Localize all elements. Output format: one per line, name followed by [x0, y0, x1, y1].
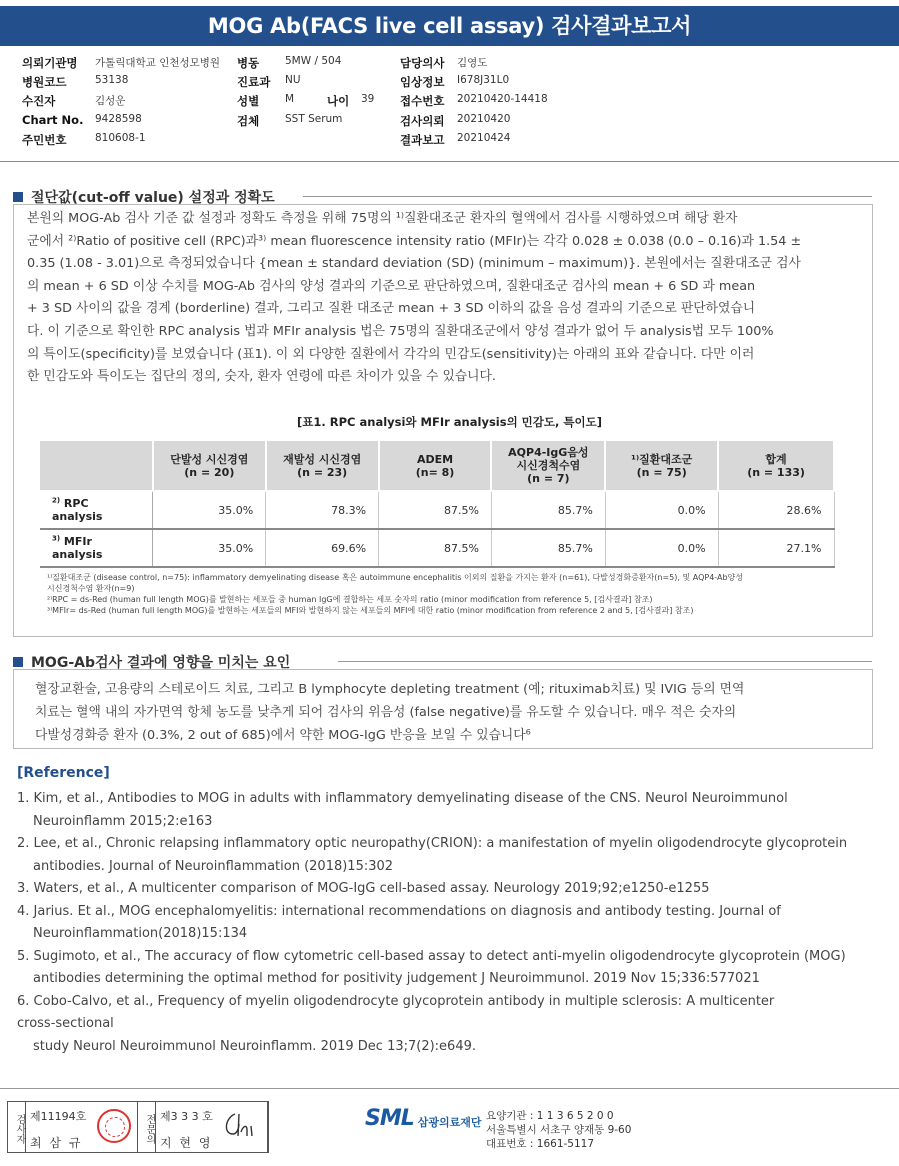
info-label: 의뢰기관명 [22, 56, 78, 70]
header-line: 단발성 시신경염 [170, 452, 249, 466]
table-header [153, 441, 266, 491]
inspector-license: 제11194호 [30, 1110, 87, 1123]
header-line: (n= 8) [415, 465, 455, 479]
table-row [40, 529, 834, 567]
reference-line: study Neurol Neuroimmunol Neuroinflamm. 2019 Dec 13;7(2):e649. [33, 1038, 477, 1054]
company-logo [365, 1106, 482, 1131]
age-value: 39 [361, 93, 375, 105]
paragraph-line: 의 mean + 6 SD 이상 수치를 MOG-Ab 검사의 양성 결과의 기준으로 판단하였으며, 질환대조군 검사의 mean + 6 SD 과 mean [27, 278, 756, 294]
table-caption: [표1. RPC analysi와 MFIr analysis의 민감도, 특이도] [297, 415, 602, 429]
reference-line: Neuroinflammation(2018)15:134 [33, 926, 248, 941]
reference-line: 6. Cobo-Calvo, et al., Frequency of myelin oligodendrocyte glycoprotein antibody in multiple sclerosis: A multicenter [17, 993, 775, 1009]
logo-name: 삼광의료재단 [417, 1115, 482, 1129]
paragraph-line: 한 민감도와 특이도는 집단의 정의, 숫자, 환자 연령에 따른 차이가 있을 수 있습니다. [27, 369, 496, 385]
header-line: 시신경척수염 [516, 459, 581, 472]
info-label: 검사의뢰 [400, 114, 445, 128]
footnote: ²⁾RPC = ds-Red (human full length MOG)를 발현하는 세포들 중 human IgG에 결합하는 세포 숫자의 ratio (minor modification from reference 5, [검사결과] 참조) [47, 595, 653, 604]
paragraph-line: + 3 SD 사이의 값을 경계 (borderline) 결과, 그리고 질환 대조군 mean + 3 SD 이하의 값을 음성 결과의 기준으로 판단하였습니 [27, 301, 756, 317]
specialist-license: 제3 3 3 호 [160, 1110, 213, 1123]
header-line: (n = 75) [636, 465, 687, 479]
reference-line: antibodies. Journal of Neuroinflammation (2018)15:302 [33, 858, 394, 874]
info-label: 병동 [237, 56, 260, 70]
logo-mark: SML [365, 1106, 414, 1131]
reference-list [17, 788, 847, 1058]
table-cell: 27.1% [718, 529, 834, 567]
org-line: 서울특별시 서초구 양재동 9-60 [486, 1124, 632, 1136]
table-header [266, 441, 379, 491]
table-header-row [40, 441, 834, 491]
table-header [718, 441, 834, 491]
divider [0, 161, 899, 162]
header-line: (n = 7) [527, 472, 570, 485]
table-row [40, 491, 834, 529]
header-line: (n = 23) [297, 465, 348, 479]
table-cell: 35.0% [153, 491, 266, 529]
signature-icon [221, 1110, 257, 1140]
info-value: M [285, 93, 295, 105]
reference-line: cross-sectional [17, 1016, 114, 1031]
info-label: 임상정보 [400, 75, 445, 89]
table-cell: 87.5% [379, 491, 492, 529]
table-cell: 85.7% [491, 491, 605, 529]
table-header-empty [40, 441, 153, 491]
section-heading-text: 절단값(cut-off value) 설정과 정확도 [31, 190, 275, 206]
table-cell: 87.5% [379, 529, 492, 567]
square-bullet-icon [13, 657, 23, 667]
table-header [379, 441, 492, 491]
info-label: 접수번호 [400, 94, 445, 108]
paragraph-line: 0.35 (1.08 - 3.01)으로 측정되었습니다 {mean ± standard deviation (SD) (minimum – maximum)}. 본원에서는 질환대조군 검사 [27, 256, 801, 272]
age-label: 나이 [327, 94, 350, 108]
info-value: 20210420-14418 [457, 93, 548, 105]
header-line: (n = 133) [747, 465, 805, 479]
table-cell: 69.6% [266, 529, 379, 567]
org-line: 대표번호 : 1661-5117 [486, 1138, 595, 1150]
report-title: MOG Ab(FACS live cell assay) 검사결과보고서 [0, 6, 899, 46]
info-value: 20210420 [457, 113, 511, 125]
table-cell: 78.3% [266, 491, 379, 529]
table-footnotes [47, 572, 743, 616]
info-value: 20210424 [457, 132, 511, 144]
inspector-label: 검사자 [8, 1102, 26, 1152]
table-cell: 35.0% [153, 529, 266, 567]
row-label [40, 491, 153, 529]
header-line: 재발성 시신경염 [283, 452, 362, 466]
header-line: 합계 [765, 452, 787, 466]
info-value: 김영도 [457, 57, 488, 69]
footnote-marker: 3) [52, 534, 61, 543]
paragraph-line: 치료는 혈액 내의 자가면역 항체 농도를 낮추게 되어 검사의 위음성 (false negative)를 유도할 수 있습니다. 매우 적은 숫자의 [35, 705, 737, 720]
paragraph-line: 다. 이 기준으로 확인한 RPC analysis 법과 MFIr analysis 법은 75명의 질환대조군에서 양성 결과가 없어 두 analysis법 모두 100% [27, 323, 774, 339]
footnote: ³⁾MFIr= ds-Red (human full length MOG)를 발현하는 세포들의 MFI와 발현하지 않는 세포들의 MFI에 대한 ratio (minor modification from reference 2 and 5, [검사결과] 참조) [47, 606, 694, 615]
reference-heading: [Reference] [17, 765, 110, 781]
reference-line: Neuroinflamm 2015;2:e163 [33, 813, 213, 829]
inspector-cell [26, 1102, 138, 1152]
footer-divider [0, 1088, 899, 1089]
section-heading-text: MOG-Ab검사 결과에 영향을 미치는 요인 [31, 655, 291, 671]
row-label [40, 529, 153, 567]
reference-line: 1. Kim, et al., Antibodies to MOG in adults with inflammatory demyelinating disease of the CNS. Neurol Neuroimmunol [17, 791, 788, 806]
info-value: SST Serum [285, 113, 343, 125]
info-value: 53138 [95, 74, 129, 86]
info-value: 김성운 [95, 95, 126, 107]
specialist-name: 지 현 영 [160, 1136, 213, 1150]
info-value: 5MW / 504 [285, 55, 342, 67]
header-line: ¹⁾질환대조군 [631, 452, 693, 466]
info-label: 병원코드 [22, 75, 67, 89]
paragraph-line: 혈장교환술, 고용량의 스테로이드 치료, 그리고 B lymphocyte depleting treatment (예; rituximab치료) 및 IVIG 등의 면역 [35, 682, 745, 697]
reference-line: 3. Waters, et al., A multicenter comparison of MOG-IgG cell-based assay. Neurology 2019;92;e1250-e1255 [17, 881, 710, 896]
footnote-marker: 2) [52, 496, 61, 505]
section-rule [303, 196, 872, 197]
seal-stamp-icon [97, 1109, 131, 1143]
table-header [491, 441, 605, 491]
reference-line: 4. Jarius. Et al., MOG encephalomyelitis: international recommendations on diagnosis and antibody testing. Journal of [17, 903, 781, 919]
info-value: 가톨릭대학교 인천성모병원 [95, 57, 221, 69]
organization-info [486, 1109, 631, 1151]
info-value: 9428598 [95, 113, 142, 125]
info-label: 주민번호 [22, 133, 67, 147]
sensitivity-table [40, 441, 835, 568]
footnote: ¹⁾질환대조군 (disease control, n=75): inflammatory demyelinating disease 혹은 autoimmune encephalitis 이외의 질환을 가지는 환자 (n=61), 다발성경화증환자(n=5), 및 AQP4-Ab양성 [47, 573, 743, 582]
specialist-cell [156, 1102, 268, 1152]
info-label: 검체 [237, 114, 260, 128]
square-bullet-icon [13, 192, 23, 202]
specialist-label: 전문의 [138, 1102, 156, 1152]
reference-line: antibodies determining the optimal method for positivity judgement J Neuroimmunol. 2019 Nov 15;336:577021 [33, 971, 760, 986]
table-cell: 85.7% [491, 529, 605, 567]
table-cell: 0.0% [605, 529, 718, 567]
signature-box [7, 1101, 269, 1153]
header-line: (n = 20) [184, 465, 235, 479]
header-line: AQP4-IgG음성 [508, 446, 589, 459]
info-label: 담당의사 [400, 56, 445, 70]
header-line: ADEM [416, 452, 454, 466]
table-header [605, 441, 718, 491]
info-label: 수진자 [22, 94, 56, 108]
info-label: 결과보고 [400, 133, 445, 147]
reference-line: 5. Sugimoto, et al., The accuracy of flow cytometric cell-based assay to detect anti-myelin oligodendrocyte glycoprotein (MOG) [17, 948, 846, 964]
footnote: 시신경척수염 환자(n=9) [47, 584, 135, 593]
factors-paragraph [35, 678, 744, 747]
info-label: 진료과 [237, 75, 271, 89]
info-value: NU [285, 74, 301, 86]
reference-line: 2. Lee, et al., Chronic relapsing inflammatory optic neuropathy(CRION): a manifestation of myelin oligodendrocyte glycoprotein [17, 836, 848, 851]
paragraph-line: 다발성경화증 환자 (0.3%, 2 out of 685)에서 약한 MOG-IgG 반응을 보일 수 있습니다⁶ [35, 728, 531, 743]
paragraph-line: 본원의 MOG-Ab 검사 기준 값 설정과 정확도 측정을 위해 75명의 ¹⁾질환대조군 환자의 혈액에서 검사를 시행하였으며 해당 환자 [27, 211, 738, 226]
table-cell: 0.0% [605, 491, 718, 529]
info-value: I678J31L0 [457, 74, 510, 86]
paragraph-line: 의 특이도(specificity)를 보였습니다 (표1). 이 외 다양한 질환에서 각각의 민감도(sensitivity)는 아래의 표와 같습니다. 다만 이러 [27, 346, 755, 362]
org-line: 요양기관 : 1 1 3 6 5 2 0 0 [486, 1110, 614, 1122]
table-cell: 28.6% [718, 491, 834, 529]
paragraph-line: 군에서 ²⁾Ratio of positive cell (RPC)과³⁾ mean fluorescence intensity ratio (MFIr)는 각각 0.028 ± 0.038 (0.0 – 0.16)과 1.54 ± [27, 233, 802, 249]
info-label: 성별 [237, 94, 260, 108]
info-value: 810608-1 [95, 132, 146, 144]
info-label: Chart No. [22, 113, 84, 127]
row-label-text: MFIr analysis [52, 535, 103, 561]
inspector-name: 최 삼 규 [30, 1136, 83, 1150]
cutoff-paragraph [27, 208, 801, 389]
section-rule [338, 661, 872, 662]
row-label-text: RPC analysis [52, 497, 103, 523]
